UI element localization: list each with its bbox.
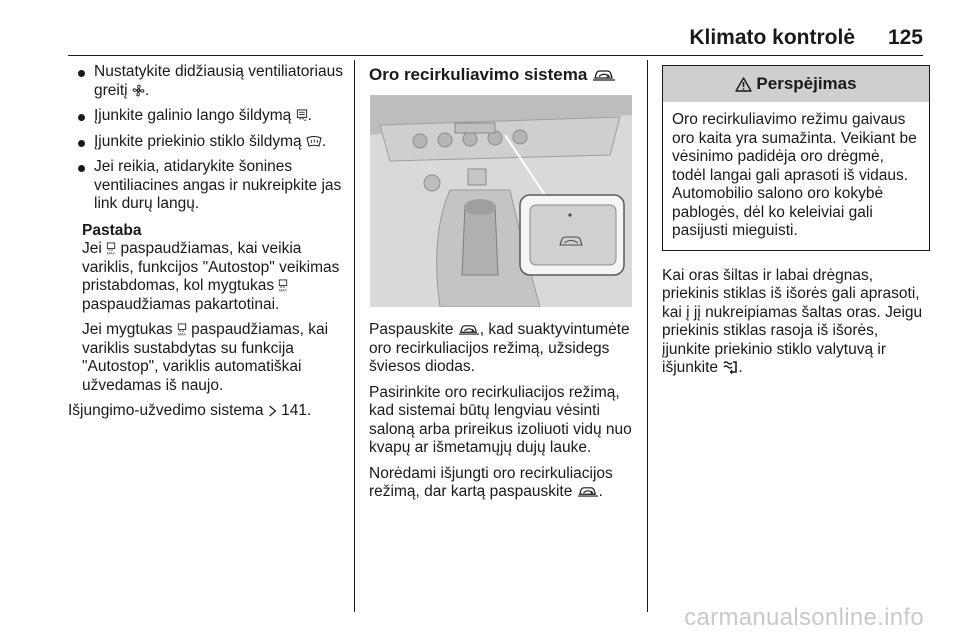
note-title: Pastaba bbox=[82, 221, 142, 239]
warning-box bbox=[662, 65, 930, 251]
climate-max-icon bbox=[278, 279, 288, 292]
paragraph: Norėdami išjungti oro recirkuliacijos režimą, dar kartą paspauskite . bbox=[369, 464, 613, 500]
column-divider bbox=[647, 60, 648, 612]
svg-text:MAX: MAX bbox=[177, 332, 186, 336]
section-heading: Oro recirkuliavimo sistema bbox=[369, 65, 637, 85]
recirculation-icon bbox=[577, 485, 599, 498]
note-paragraph: Jei mygtukas MAX paspaudžiamas, kai variklis sustabdytas su funkcija "Autostop", variklis automatiškai užvedamas iš naujo. bbox=[82, 321, 329, 394]
left-column bbox=[68, 63, 350, 428]
center-console-photo bbox=[370, 95, 632, 307]
warning-header bbox=[663, 66, 929, 102]
right-column bbox=[662, 63, 930, 385]
climate-max-icon bbox=[106, 242, 116, 255]
cross-reference[interactable]: Išjungimo-užvedimo sistema 141. bbox=[68, 402, 312, 419]
bullet-dot bbox=[78, 70, 85, 77]
list-item: Įjunkite priekinio stiklo šildymą . bbox=[68, 133, 350, 152]
air-conditioning-icon bbox=[722, 360, 738, 374]
paragraph: Paspauskite , kad suaktyvintumėte oro recirkuliacijos režimą, užsidegs šviesos diodas. bbox=[369, 321, 630, 375]
windscreen-heat-icon bbox=[306, 136, 322, 148]
list-item: Įjunkite galinio lango šildymą . bbox=[68, 107, 350, 126]
warning-title: Perspėjimas bbox=[756, 73, 857, 93]
list-item: Nustatykite didžiausią ventiliatoriaus greitį . bbox=[68, 63, 350, 100]
bullet-dot bbox=[78, 140, 85, 147]
console-illustration bbox=[370, 95, 632, 307]
rear-window-heat-icon bbox=[296, 109, 308, 122]
climate-max-icon bbox=[177, 323, 187, 336]
svg-text:MAX: MAX bbox=[279, 288, 288, 292]
fan-icon bbox=[132, 84, 145, 97]
page-header bbox=[0, 22, 960, 56]
paragraph: Kai oras šiltas ir labai drėgnas, priekinis stiklas iš išorės gali aprasoti, kai į jį nukreipiamas šaltas oras. Jeigu priekinis stiklas rasoja iš išorės, įjunkite priekinio stiklo valytuvą ir išjunkite . bbox=[662, 266, 923, 376]
svg-text:MAX: MAX bbox=[107, 251, 116, 255]
column-divider bbox=[354, 60, 355, 612]
warning-triangle-icon bbox=[735, 77, 752, 92]
bullet-dot bbox=[78, 165, 85, 172]
warning-text: Oro recirkuliavimo režimu gaivaus oro kaita yra sumažinta. Veikiant be vėsinimo padidėja oro drėgmė, todėl langai gali aprasoti iš vidaus. Automobilio salono oro kokybė pablogės, dėl ko keleiviai gali pasijusti mieguisti. bbox=[672, 111, 917, 239]
bullet-dot bbox=[78, 114, 85, 121]
recirculation-icon bbox=[458, 323, 480, 336]
header-rule bbox=[68, 55, 923, 56]
page-reference-arrow-icon bbox=[268, 405, 277, 417]
list-item: Jei reikia, atidarykite šonines ventiliacines angas ir nukreipkite jas link durų langų. bbox=[68, 158, 350, 214]
watermark: carmanualsonline.info bbox=[684, 604, 924, 631]
paragraph: Pasirinkite oro recirkuliacijos režimą, kad sistemai būtų lengviau vėsinti saloną arba prireikus izoliuoti vidų nuo kvapų ar išmetamųjų dujų lauke. bbox=[369, 383, 632, 456]
recirculation-icon bbox=[592, 68, 616, 82]
chapter-title: Klimato kontrolė bbox=[689, 26, 855, 49]
page-number: 125 bbox=[887, 26, 923, 49]
middle-column bbox=[369, 63, 637, 509]
note-paragraph: Jei MAX paspaudžiamas, kai veikia variklis, funkcijos "Autostop" veikimas pristabdomas, kol mygtukas MAX paspaudžiamas pakartotinai. bbox=[82, 240, 340, 313]
